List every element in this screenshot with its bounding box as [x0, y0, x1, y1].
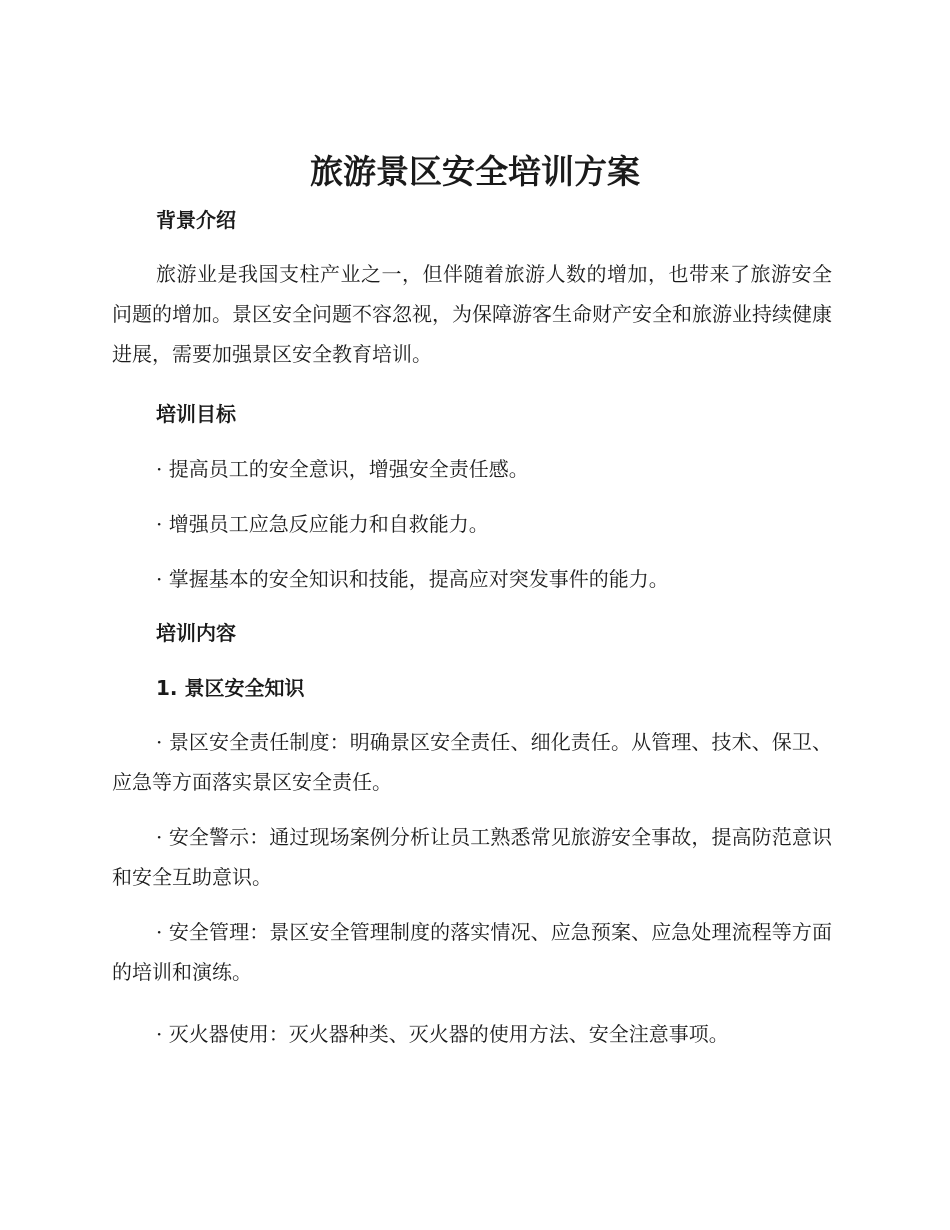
- content-item: · 安全管理：景区安全管理制度的落实情况、应急预案、应急处理流程等方面的培训和演练。: [112, 920, 832, 984]
- section-heading-content: 培训内容: [156, 621, 236, 645]
- goal-item: · 提高员工的安全意识，增强安全责任感。: [156, 457, 529, 481]
- section-heading-goals: 培训目标: [156, 402, 236, 426]
- goal-item: · 掌握基本的安全知识和技能，提高应对突发事件的能力。: [156, 567, 669, 591]
- document-title: 旅游景区安全培训方案: [310, 152, 640, 191]
- section-heading-background: 背景介绍: [156, 208, 236, 232]
- content-item: · 景区安全责任制度：明确景区安全责任、细化责任。从管理、技术、保卫、应急等方面落实景区安全责任。: [112, 730, 832, 794]
- content-item: · 安全警示：通过现场案例分析让员工熟悉常见旅游安全事故，提高防范意识和安全互助意识。: [112, 825, 832, 889]
- content-item: · 灭火器使用：灭火器种类、灭火器的使用方法、安全注意事项。: [156, 1022, 729, 1046]
- background-paragraph: 旅游业是我国支柱产业之一，但伴随着旅游人数的增加，也带来了旅游安全问题的增加。景区安全问题不容忽视，为保障游客生命财产安全和旅游业持续健康进展，需要加强景区安全教育培训。: [112, 262, 832, 366]
- goal-item: · 增强员工应急反应能力和自救能力。: [156, 512, 489, 536]
- content-subheading: 1. 景区安全知识: [156, 676, 305, 700]
